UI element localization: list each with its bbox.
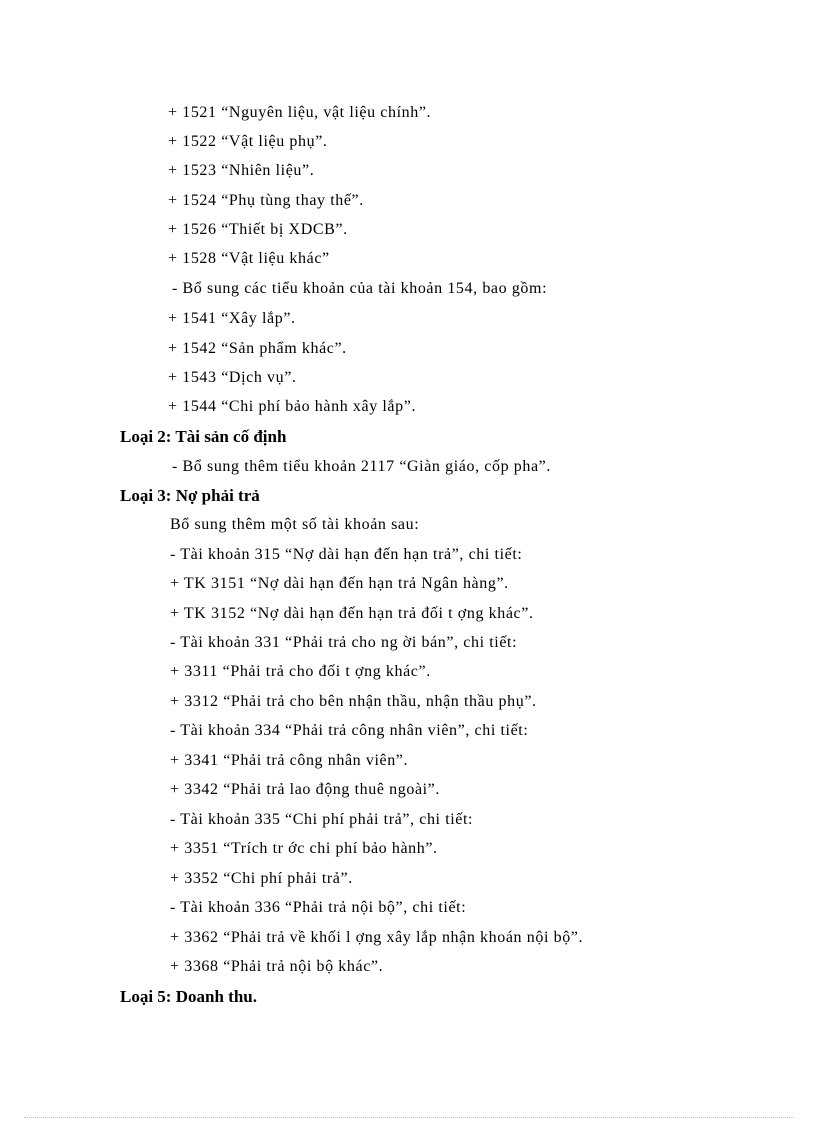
- text-line: - Tài khoản 315 “Nợ dài hạn đến hạn trả”, chi tiết:: [170, 546, 523, 563]
- text-line: - Bổ sung các tiểu khoản của tài khoản 154, bao gồm:: [172, 280, 548, 297]
- page-bottom-divider: [24, 1117, 794, 1118]
- text-line: + 3362 “Phải trả về khối l ợng xây lắp nhận khoán nội bộ”.: [170, 929, 584, 946]
- text-line: + TK 3151 “Nợ dài hạn đến hạn trả Ngân hàng”.: [170, 575, 509, 592]
- text-line: - Tài khoản 335 “Chi phí phải trả”, chi tiết:: [170, 811, 474, 828]
- text-line: + 1524 “Phụ tùng thay thế”.: [168, 192, 364, 209]
- text-line: + 3341 “Phải trả công nhân viên”.: [170, 752, 409, 769]
- text-line: + 1541 “Xây lắp”.: [168, 310, 296, 327]
- text-line: + 1523 “Nhiên liệu”.: [168, 162, 315, 179]
- text-line: Bổ sung thêm một số tài khoản sau:: [170, 516, 420, 533]
- text-line: + 1528 “Vật liệu khác”: [168, 250, 330, 267]
- text-line: - Tài khoản 334 “Phải trả công nhân viên”, chi tiết:: [170, 722, 529, 739]
- text-line: - Bổ sung thêm tiểu khoản 2117 “Giàn giáo, cốp pha”.: [172, 458, 551, 475]
- text-line: + TK 3152 “Nợ dài hạn đến hạn trả đối t ợng khác”.: [170, 605, 534, 622]
- text-line: + 1543 “Dịch vụ”.: [168, 369, 297, 386]
- text-line: + 3351 “Trích tr ớc chi phí bảo hành”.: [170, 840, 438, 857]
- text-line: + 1542 “Sản phẩm khác”.: [168, 340, 347, 357]
- text-line: + 1521 “Nguyên liệu, vật liệu chính”.: [168, 104, 432, 121]
- section-heading: Loại 5: Doanh thu.: [120, 987, 257, 1006]
- text-line: + 3352 “Chi phí phải trả”.: [170, 870, 353, 887]
- text-line: + 1526 “Thiết bị XDCB”.: [168, 221, 348, 238]
- text-line: - Tài khoản 331 “Phải trả cho ng ời bán”, chi tiết:: [170, 634, 518, 651]
- text-line: + 1522 “Vật liệu phụ”.: [168, 133, 328, 150]
- text-line: + 3312 “Phải trả cho bên nhận thầu, nhận thầu phụ”.: [170, 693, 537, 710]
- section-heading: Loại 3: Nợ phải trả: [120, 486, 260, 505]
- text-line: - Tài khoản 336 “Phải trả nội bộ”, chi tiết:: [170, 899, 467, 916]
- section-heading: Loại 2: Tài sản cố định: [120, 427, 287, 446]
- text-line: + 3311 “Phải trả cho đối t ợng khác”.: [170, 663, 431, 680]
- text-line: + 3368 “Phải trả nội bộ khác”.: [170, 958, 384, 975]
- text-line: + 1544 “Chi phí bảo hành xây lắp”.: [168, 398, 417, 415]
- text-line: + 3342 “Phải trả lao động thuê ngoài”.: [170, 781, 440, 798]
